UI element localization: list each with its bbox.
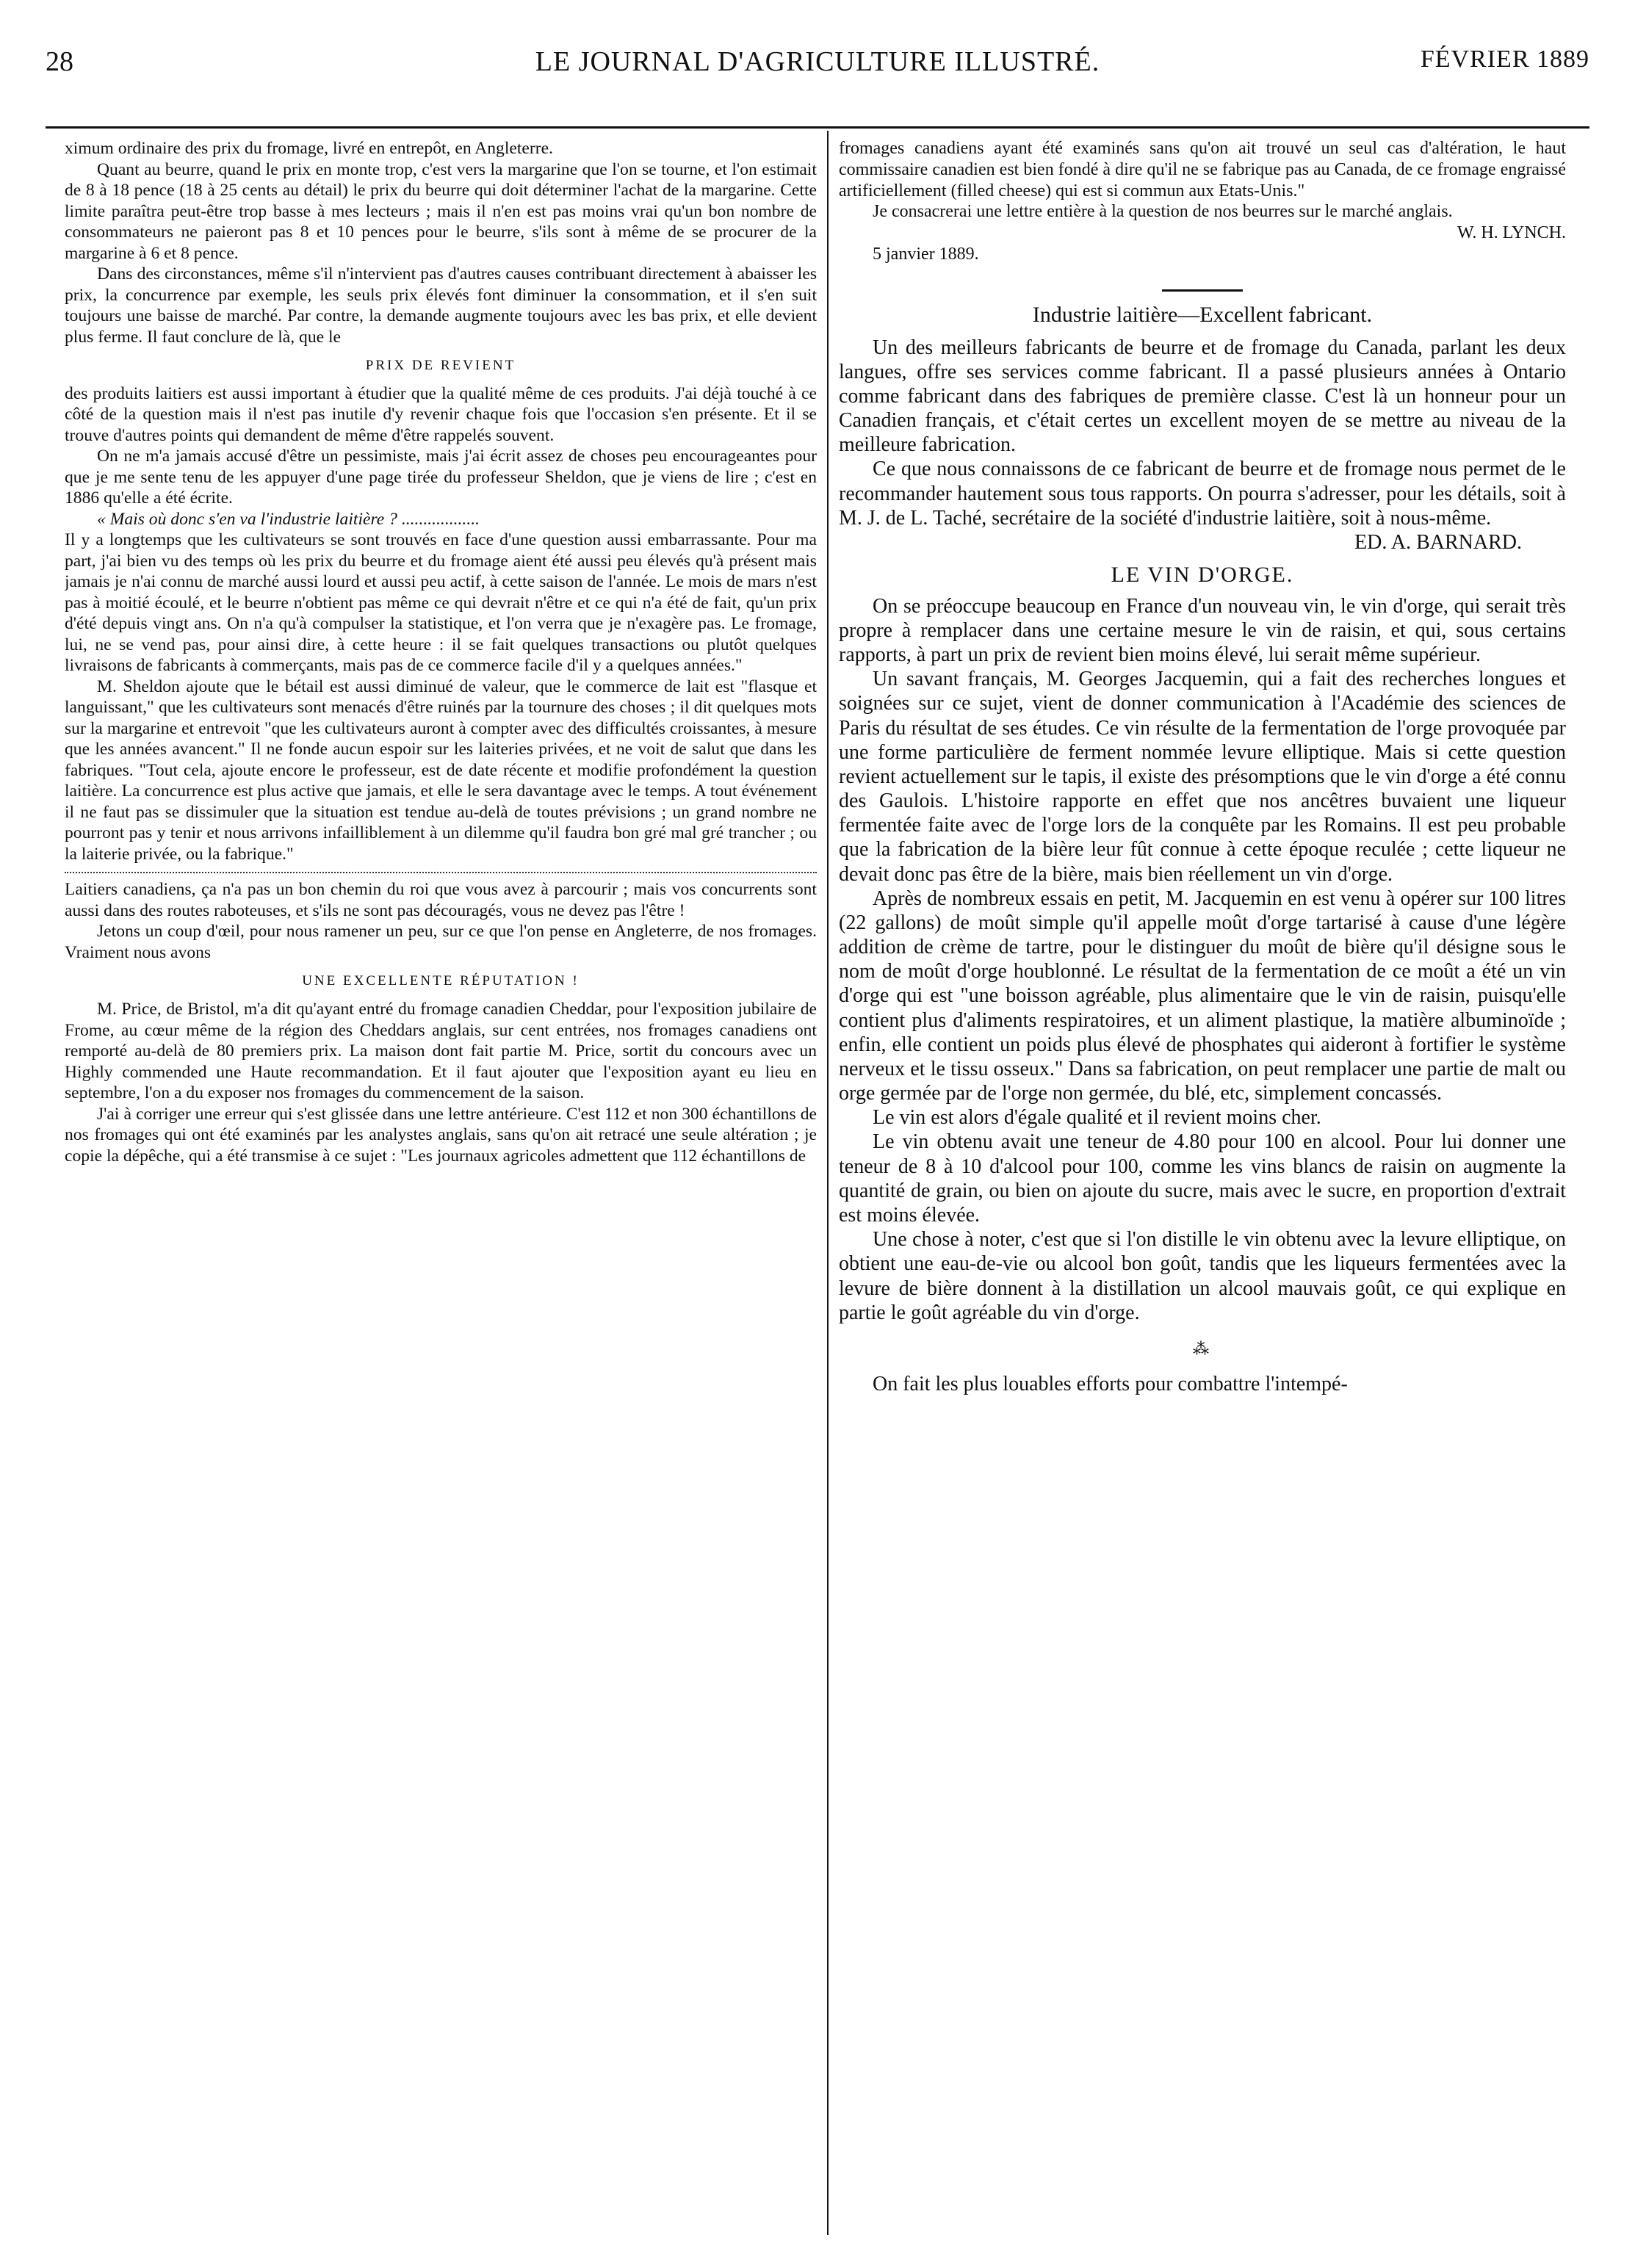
paragraph: On se préoccupe beaucoup en France d'un nouveau vin, le vin d'orge, qui serait très propre à remplacer dans une certaine mesure le vin de raisin, et qui, sous certains rapports, à part un prix de revient bien moins élevé, lui serait même supérieur. — [839, 594, 1566, 667]
paragraph: Jetons un coup d'œil, pour nous ramener un peu, sur ce que l'on pense en Angleterre, de nos fromages. Vraiment nous avons — [65, 922, 817, 962]
paragraph: Dans des circonstances, même s'il n'intervient pas d'autres causes contribuant directement à abaisser les prix, la concurrence par exemple, les seuls prix élevés font diminuer la consommation, et il s'en suit toujours une baisse de marché. Par contre, la demande augmente toujours avec les bas prix, et elle devient plus ferme. Il faut conclure de là, que le — [65, 264, 817, 347]
paragraph: Le vin obtenu avait une teneur de 4.80 pour 100 en alcool. Pour lui donner une teneur de 8 à 10 d'alcool pour 100, comme les vins blancs de raisin on augmente la quantité de grain, ou bien on ajoute du sucre, mais avec le sucre, en proportion d'extrait est moins élevée. — [839, 1130, 1566, 1227]
paragraph: M. Sheldon ajoute que le bétail est aussi diminué de valeur, que le commerce de lait est "flasque et languissant," que les cultivateurs sont menacés d'être ruinés par la tournure des choses ; il dit quelques mots sur la margarine et entrevoit "que les cultivateurs auront à compter avec des difficultés croissantes, à mesure que les années avancent." Il ne fonde aucun espoir sur les laiteries privées, et ne voit de salut que dans les fabriques. "Tout cela, ajoute encore le professeur, est de date récente et modifie profondément la question laitière. La concurrence est plus active que jamais, et elle le sera davantage avec le temps. A tout événement il ne faut pas se dissimuler que la situation est tendue au-delà de toutes prévisions ; un grand nombre ne pourront pas y tenir et nous arrivons infailliblement à un dilemme qu'il faudra bon gré mal gré trancher ; ou la laiterie privée, ou la fabrique." — [65, 676, 817, 864]
paragraph: Je consacrerai une lettre entière à la question de nos beurres sur le marché anglais. — [873, 202, 1453, 222]
signature-barnard: ED. A. BARNARD. — [1354, 530, 1522, 554]
ornament-divider: ⁂ — [1193, 1339, 1212, 1358]
article-heading-vin-d-orge: LE VIN D'ORGE. — [1111, 563, 1294, 588]
paragraph: Après de nombreux essais en petit, M. Jacquemin en est venu à opérer sur 100 litres (22 gallons) de moût simple qu'il appelle moût d'orge tartarisé à cause d'une légère addition de crème de tartre, pour le distinguer du moût de bière qu'il désigne sous le nom de moût d'orge houblonné. Le résultat de la fermentation de ce moût a été un vin d'orge qui est "une boisson agréable, plus alimentaire que le vin de raisin, puisqu'elle contient plus d'aliments respiratoires, et un aliment plastique, la matière albuminoïde ; enfin, elle contient un poids plus élevé de phosphates qui aideront à fortifier le système nerveux et le tissu osseux." Dans sa fabrication, on peut remplacer une partie de malt ou orge germée par de l'orge non germée, du blé, etc, simplement concassés. — [839, 886, 1566, 1105]
paragraph: Il y a longtemps que les cultivateurs se sont trouvés en face d'une question aussi embarrassante. Pour ma part, j'ai bien vu des temps où les prix du beurre et du fromage aient été aussi peu élevés qu'à présent mais jamais je n'ai connu de marché aussi lourd et aussi peu actif, à cette saison de l'année. Le mois de mars n'est pas à moitié écoulé, et le beurre n'obtient pas même ce qui devrait n'être et ce qui n'a été de fait, qu'un prix d'été depuis vingt ans. On n'a qu'à compulser la statistique, et l'on verra que je n'exagère pas. Le fromage, lui, ne se vend pas, pour ainsi dire, à cette heure : il se fait quelques transactions ou plutôt quelques livraisons de fabricants à commerçants, mais pas de ce commerce facile d'il y a quelques années." — [65, 530, 817, 676]
issue-date: FÉVRIER 1889 — [1420, 46, 1589, 73]
page-header — [46, 46, 1589, 90]
subheading-prix-de-revient: PRIX DE REVIENT — [365, 358, 516, 373]
article-heading-industrie-laitiere: Industrie laitière—Excellent fabricant. — [1032, 303, 1373, 328]
column-divider — [827, 131, 829, 2235]
paragraph: Ce que nous connaissons de ce fabricant de beurre et de fromage nous permet de le recommander hautement sous tous rapports. On pourra s'adresser, pour les détails, soit à M. J. de L. Taché, secrétaire de la société d'industrie laitière, soit à nous-même. — [839, 458, 1566, 530]
paragraph: Le vin est alors d'égale qualité et il revient moins cher. — [873, 1106, 1321, 1130]
page-number: 28 — [46, 46, 73, 77]
header-rule — [46, 126, 1589, 129]
dotted-separator — [65, 872, 817, 873]
dateline: 5 janvier 1889. — [873, 244, 979, 264]
journal-title: LE JOURNAL D'AGRICULTURE ILLUSTRÉ. — [535, 46, 1100, 77]
paragraph: J'ai à corriger une erreur qui s'est glissée dans une lettre antérieure. C'est 112 et non 300 échantillons de nos fromages qui ont été examinés par les analystes anglais, sans qu'on ait retracé une seule altération ; je copie la dépêche, qui a été transmise à ce sujet : "Les journaux agricoles admettent que 112 échantillons de — [65, 1104, 817, 1166]
paragraph: Un des meilleurs fabricants de beurre et de fromage du Canada, parlant les deux langues, offre ses services comme fabricant. Il a passé plusieurs années à Ontario comme fabricant dans des fabriques de première classe. C'est là un honneur pour un Canadien français, et c'était certes un excellent moyen de se mettre au niveau de la meilleure fabrication. — [839, 336, 1566, 457]
quote-line: « Mais où donc s'en va l'industrie laitière ? .................. — [97, 509, 480, 529]
section-rule — [1162, 289, 1243, 292]
signature-lynch: W. H. LYNCH. — [1457, 223, 1566, 243]
subheading-excellente-reputation: UNE EXCELLENTE RÉPUTATION ! — [302, 973, 580, 989]
paragraph: Quant au beurre, quand le prix en monte trop, c'est vers la margarine que l'on se tourne, et l'on estimait de 8 à 18 pence (18 à 25 cents au détail) le prix du beurre qui doit déterminer l'achat de la margarine. Cette limite paraîtra peut-être trop basse à mes lecteurs ; mais il n'en est pas moins vrai qu'un bon nombre de consommateurs ne paieront pas 8 et 10 pences pour le beurre, s'ils sont à même de se procurer de la margarine à 6 et 8 pence. — [65, 159, 817, 263]
paragraph: M. Price, de Bristol, m'a dit qu'ayant entré du fromage canadien Cheddar, pour l'exposition jubilaire de Frome, au cœur même de la région des Cheddars anglais, sur cent entrées, nos fromages canadiens ont remporté au-delà de 80 premiers prix. La maison dont fait partie M. Price, sortit du concours avec un Highly commended une Haute recommandation. Et il faut ajouter que l'exposition ayant eu lieu en septembre, l'on a du exposer nos fromages du commencement de la saison. — [65, 1000, 817, 1103]
paragraph: Une chose à noter, c'est que si l'on distille le vin obtenu avec la levure elliptique, on obtient une eau-de-vie ou alcool bon goût, tandis que les liqueurs fermentées avec la levure de bière donnent à la distillation un alcool mauvais goût, ce qui explique en partie le goût agréable du vin d'orge. — [839, 1228, 1566, 1324]
paragraph: des produits laitiers est aussi important à étudier que la qualité même de ces produits. J'ai déjà touché à ce côté de la question mais il n'est pas inutile d'y revenir chaque fois que l'occasion s'en présente. Et il se trouve d'autres points qui demandent de même d'être rappelés souvent. — [65, 383, 817, 445]
paragraph: On ne m'a jamais accusé d'être un pessimiste, mais j'ai écrit assez de choses peu encourageantes pour que je me sente tenu de les appuyer d'une page tirée du professeur Sheldon, que je viens de lire ; c'est en 1886 qu'elle a été écrite. — [65, 447, 817, 508]
paragraph: ximum ordinaire des prix du fromage, livré en entrepôt, en Angleterre. — [65, 139, 553, 158]
paragraph: Un savant français, M. Georges Jacquemin, qui a fait des recherches longues et soignées sur ce sujet, vient de donner communication à l'Académie des sciences de Paris du résultat de ses études. Ce vin résulte de la fermentation de l'orge provoquée par une forme particulière de ferment nommée levure elliptique. Mais si cette question revient actuellement sur le tapis, il existe des présomptions que le vin d'orge a été connu des Gaulois. L'histoire rapporte en effet que nos ancêtres buvaient une liqueur fermentée faite avec de l'orge lors de la conquête par les Romains. Il est peu probable que la fabrication de la bière leur fût connue à cette époque reculée ; cette liqueur ne devait donc pas être de la bière, mais bien réellement un vin d'orge. — [839, 668, 1566, 886]
right-column — [839, 138, 1566, 2237]
left-column — [65, 138, 817, 2237]
paragraph: On fait les plus louables efforts pour combattre l'intempé- — [873, 1372, 1348, 1395]
paragraph: fromages canadiens ayant été examinés sans qu'on ait trouvé un seul cas d'altération, le haut commissaire canadien est bien fondé à dire qu'il ne se fabrique pas au Canada, de ce fromage engraissé artificiellement (filled cheese) qui est si commun aux Etats-Unis." — [839, 139, 1566, 201]
paragraph: Laitiers canadiens, ça n'a pas un bon chemin du roi que vous avez à parcourir ; mais vos concurrents sont aussi dans des routes raboteuses, et s'ils ne sont pas découragés, vous ne devez pas l'être ! — [65, 880, 817, 920]
